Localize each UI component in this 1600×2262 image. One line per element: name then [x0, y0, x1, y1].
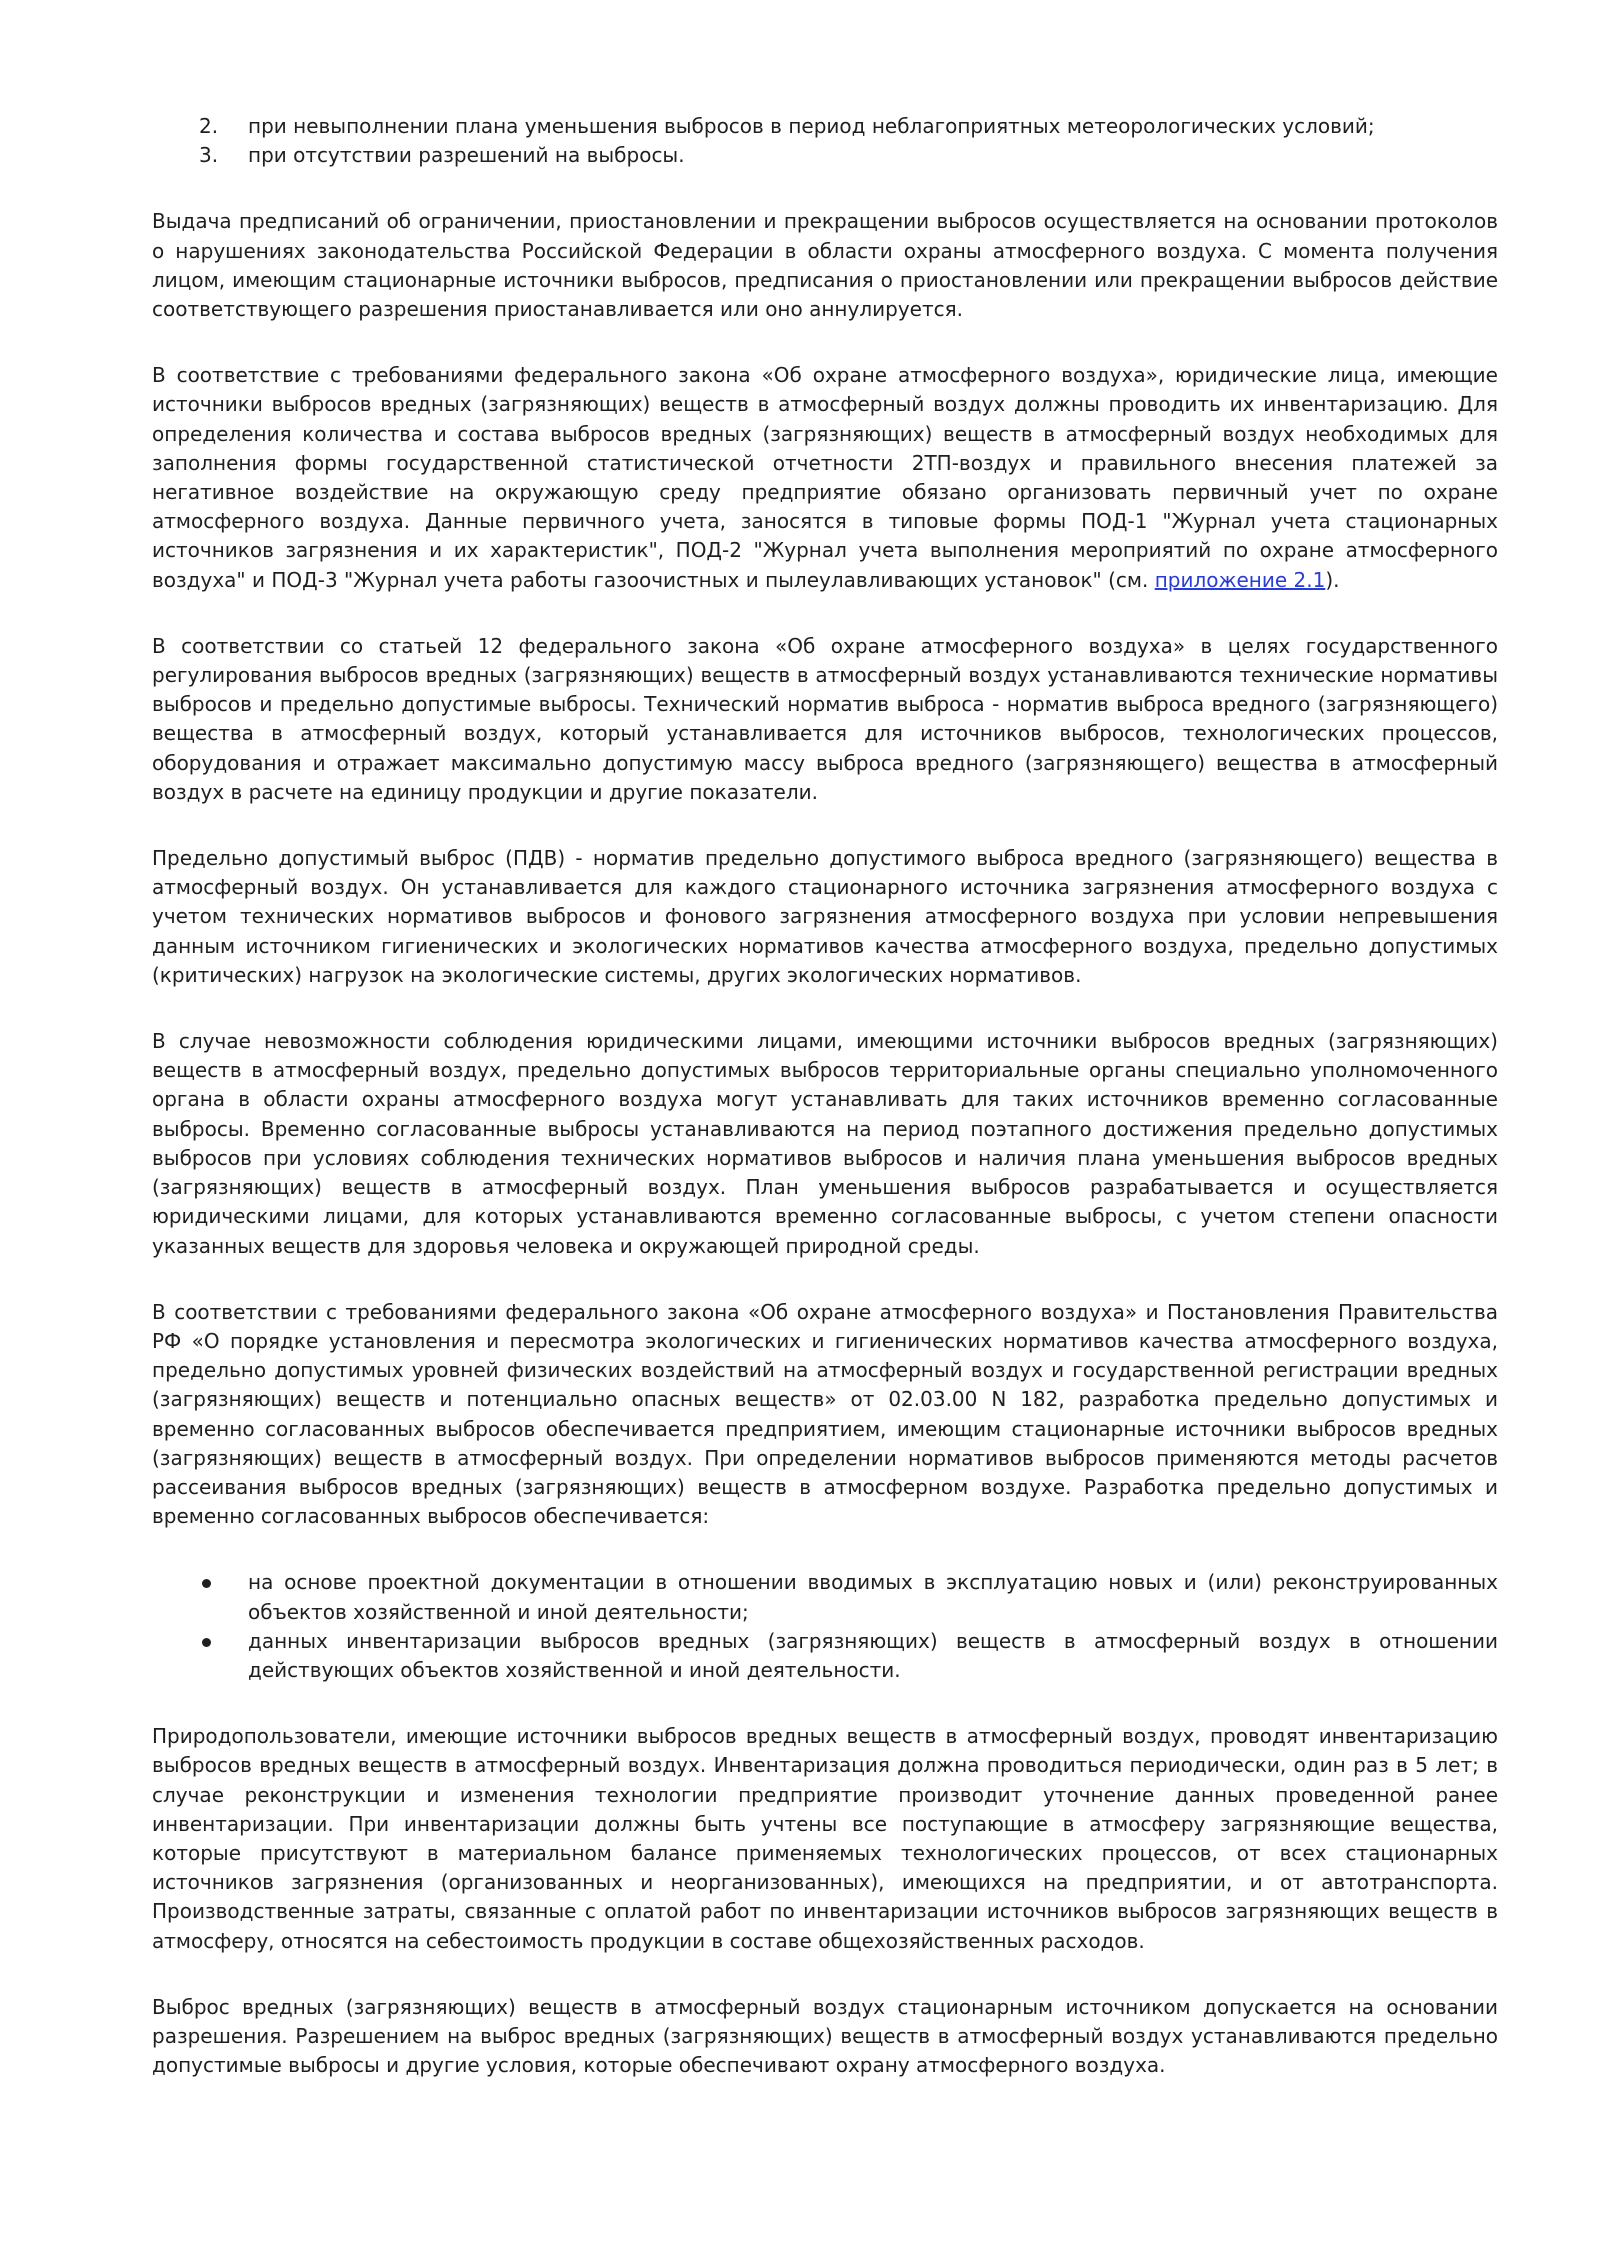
paragraph-pdv-definition: Предельно допустимый выброс (ПДВ) - норматив предельно допустимого выброса вредного (загрязняющего) вещества в атмосферный воздух. Он устанавливается для каждого стационарного источника загрязнения атмосферного воздуха с учетом технических нормативов выбросов и фонового загрязнения атмосферного воздуха при условии непревышения данным источником гигиенических и экологических нормативов качества атмосферного воздуха, предельно допустимых (критических) нагрузок на экологические системы, других экологических нормативов.: [152, 846, 1498, 987]
bullet-icon: [202, 1579, 211, 1588]
paragraph-text: ).: [1325, 567, 1340, 592]
document-page: [152, 112, 1498, 2117]
paragraph-temporary-emissions: В случае невозможности соблюдения юридическими лицами, имеющими источники выбросов вредных (загрязняющих) веществ в атмосферный воздух, предельно допустимых выбросов территориальные органы специально уполномоченного органа в области охраны атмосферного воздуха могут устанавливать для таких источников временно согласованные выбросы. Временно согласованные выбросы устанавливаются на период поэтапного достижения предельно допустимых выбросов при условиях соблюдения технических нормативов выбросов и наличия плана уменьшения выбросов вредных (загрязняющих) веществ в атмосферный воздух. План уменьшения выбросов разрабатывается и осуществляется юридическими лицами, для которых устанавливаются временно согласованные выбросы, с учетом степени опасности указанных веществ для здоровья человека и окружающей природной среды.: [152, 1029, 1498, 1258]
paragraph-inventory-requirements: [152, 361, 1498, 595]
list-item: [152, 1627, 1498, 1685]
paragraph-development-of-standards: В соответствии с требованиями федерального закона «Об охране атмосферного воздуха» и Постановления Правительства РФ «О порядке установления и пересмотра экологических и гигиенических нормативов качества атмосферного воздуха, предельно допустимых уровней физических воздействий на атмосферный воздух и государственной регистрации вредных (загрязняющих) веществ и потенциально опасных веществ» от 02.03.00 N 182, разработка предельно допустимых и временно согласованных выбросов обеспечивается предприятием, имеющим стационарные источники выбросов вредных (загрязняющих) веществ в атмосферный воздух. При определении нормативов выбросов применяются методы расчетов рассеивания выбросов вредных (загрязняющих) веществ в атмосферном воздухе. Разработка предельно допустимых и временно согласованных выбросов обеспечивается:: [152, 1299, 1498, 1529]
list-number: 3.: [199, 143, 219, 168]
list-item: [152, 1568, 1498, 1626]
bullet-list: [152, 1568, 1498, 1685]
paragraph-article-12: В соответствии со статьей 12 федерального закона «Об охране атмосферного воздуха» в целях государственного регулирования выбросов вредных (загрязняющих) веществ в атмосферный воздух устанавливаются технические нормативы выбросов и предельно допустимые выбросы. Технический норматив выброса - норматив выброса вредного (загрязняющего) вещества в атмосферный воздух, который устанавливается для источников выбросов, технологических процессов, оборудования и отражает максимально допустимую массу выброса вредного (загрязняющего) вещества в атмосферный воздух в расчете на единицу продукции и другие показатели.: [152, 633, 1498, 804]
list-item-text: на основе проектной документации в отношении вводимых в эксплуатацию новых и (или) реконструированных объектов хозяйственной и иной деятельности;: [248, 1570, 1498, 1624]
paragraph-inventory-periodicity: Природопользователи, имеющие источники выбросов вредных веществ в атмосферный воздух, проводят инвентаризацию выбросов вредных веществ в атмосферный воздух. Инвентаризация должна проводиться периодически, один раз в 5 лет; в случае реконструкции и изменения технологии предприятие производит уточнение данных проведенной ранее инвентаризации. При инвентаризации должны быть учтены все поступающие в атмосферу загрязняющие вещества, которые присутствуют в материальном балансе применяемых технологических процессов, от всех стационарных источников загрязнения (организованных и неорганизованных), имеющихся на предприятии, и от автотранспорта. Производственные затраты, связанные с оплатой работ по инвентаризации источников выбросов загрязняющих веществ в атмосферу, относятся на себестоимость продукции в составе общехозяйственных расходов.: [152, 1724, 1498, 1953]
bullet-icon: [202, 1638, 211, 1647]
list-number: 2.: [199, 114, 219, 138]
list-item-text: при отсутствии разрешений на выбросы.: [248, 143, 685, 168]
numbered-list: [152, 112, 1498, 170]
paragraph-text: В соответствие с требованиями федерального закона «Об охране атмосферного воздуха», юридические лица, имеющие источники выбросов вредных (загрязняющих) веществ в атмосферный воздух должны проводить их инвентаризацию. Для определения количества и состава выбросов вредных (загрязняющих) веществ в атмосферный воздух необходимых для заполнения формы государственной статистической отчетности 2ТП-воздух и правильного внесения платежей за негативное воздействие на окружающую среду предприятие обязано организовать первичный учет по охране атмосферного воздуха. Данные первичного учета, заносятся в типовые формы ПОД-1 "Журнал учета стационарных источников загрязнения и их характеристик", ПОД-2 "Журнал учета выполнения мероприятий по охране атмосферного воздуха" и ПОД-3 "Журнал учета работы газоочистных и пылеулавливающих установок" (см.: [152, 363, 1498, 592]
list-item-text: при невыполнении плана уменьшения выбросов в период неблагоприятных метеорологических условий;: [248, 114, 1375, 138]
list-item: [152, 112, 1498, 141]
paragraph-emission-permit: Выброс вредных (загрязняющих) веществ в атмосферный воздух стационарным источником допускается на основании разрешения. Разрешением на выброс вредных (загрязняющих) веществ в атмосферный воздух устанавливаются предельно допустимые выбросы и другие условия, которые обеспечивают охрану атмосферного воздуха.: [152, 1994, 1498, 2078]
list-item-text: данных инвентаризации выбросов вредных (загрязняющих) веществ в атмосферный воздух в отношении действующих объектов хозяйственной и иной деятельности.: [248, 1628, 1498, 1682]
paragraph-suspension-orders: Выдача предписаний об ограничении, приостановлении и прекращении выбросов осуществляется на основании протоколов о нарушениях законодательства Российской Федерации в области охраны атмосферного воздуха. С момента получения лицом, имеющим стационарные источники выбросов, предписания о приостановлении или прекращении выбросов действие соответствующего разрешения приостанавливается или оно аннулируется.: [152, 209, 1498, 322]
list-item: [152, 141, 1498, 170]
appendix-link[interactable]: приложение 2.1: [1154, 567, 1326, 592]
